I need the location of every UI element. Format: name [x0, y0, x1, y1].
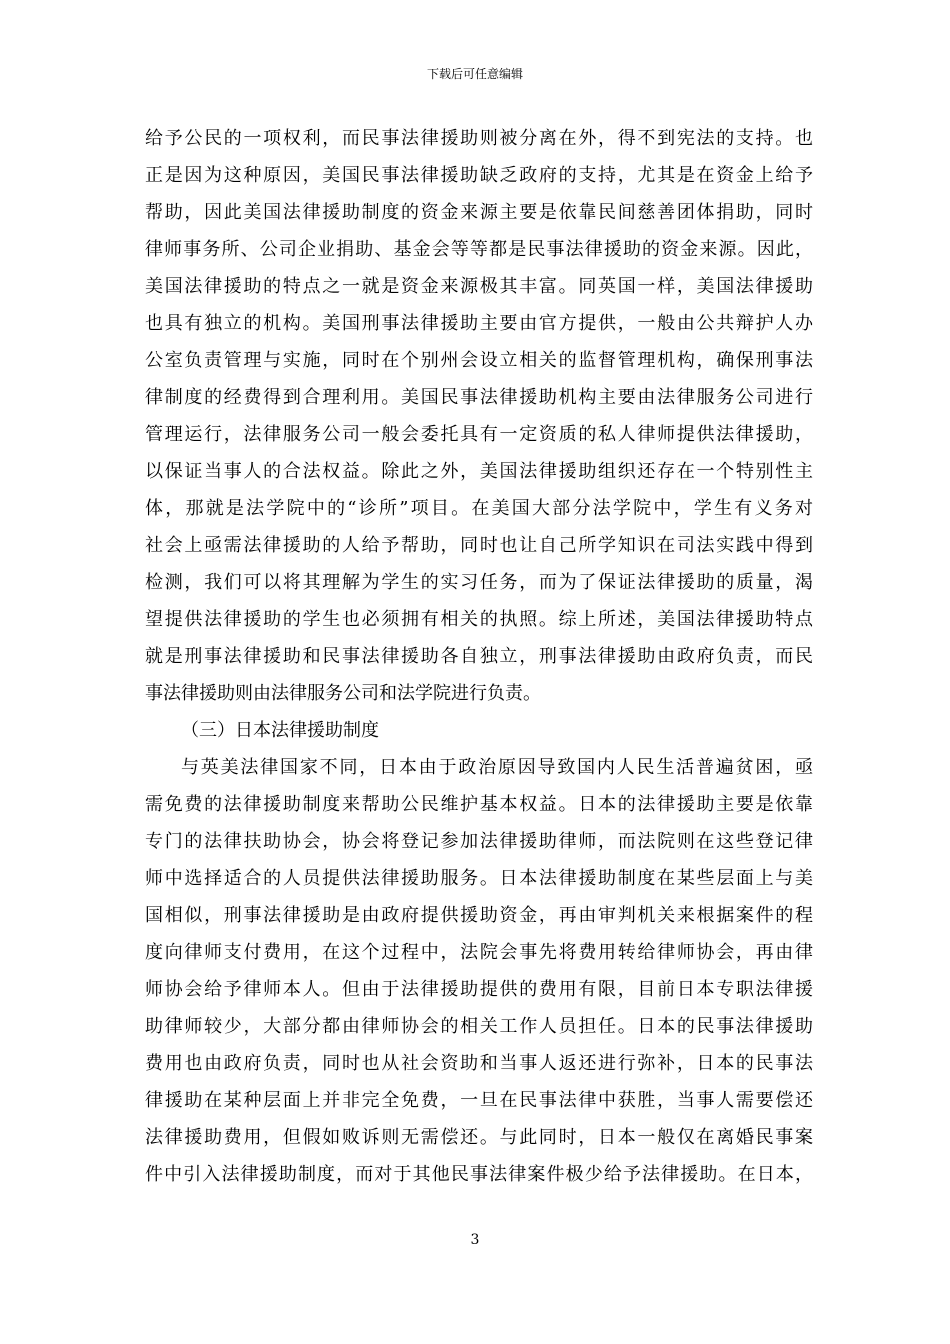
text-line: 律制度的经费得到合理利用。美国民事法律援助机构主要由法律服务公司进行: [145, 387, 813, 408]
text-line: 师协会给予律师本人。但由于法律援助提供的费用有限，目前日本专职法律援: [145, 979, 813, 1000]
text-line: 就是刑事法律援助和民事法律援助各自独立，刑事法律援助由政府负责，而民: [145, 646, 813, 667]
text-line: 助律师较少，大部分都由律师协会的相关工作人员担任。日本的民事法律援助: [145, 1016, 813, 1037]
text-line: 法律援助费用，但假如败诉则无需偿还。与此同时，日本一般仅在离婚民事案: [145, 1127, 813, 1148]
text-line: 件中引入法律援助制度，而对于其他民事法律案件极少给予法律援助。在日本，: [145, 1164, 813, 1185]
text-line: 正是因为这种原因，美国民事法律援助缺乏政府的支持，尤其是在资金上给予: [145, 165, 813, 186]
text-line: 美国法律援助的特点之一就是资金来源极其丰富。同英国一样，美国法律援助: [145, 276, 813, 297]
text-line: 检测，我们可以将其理解为学生的实习任务，而为了保证法律援助的质量，渴: [145, 572, 813, 593]
text-line: 也具有独立的机构。美国刑事法律援助主要由官方提供，一般由公共辩护人办: [145, 313, 813, 334]
text-line: 需免费的法律援助制度来帮助公民维护基本权益。日本的法律援助主要是依靠: [145, 794, 813, 815]
document-body: [145, 120, 813, 1193]
text-line: 管理运行，法律服务公司一般会委托具有一定资质的私人律师提供法律援助，: [145, 424, 813, 445]
text-line: 给予公民的一项权利，而民事法律援助则被分离在外，得不到宪法的支持。也: [145, 128, 813, 149]
text-line: 律援助在某种层面上并非完全免费，一旦在民事法律中获胜，当事人需要偿还: [145, 1090, 813, 1111]
text-line: 以保证当事人的合法权益。除此之外，美国法律援助组织还存在一个特别性主: [145, 461, 813, 482]
text-line: 体，那就是法学院中的“诊所”项目。在美国大部分法学院中，学生有义务对: [145, 498, 813, 519]
text-line: 望提供法律援助的学生也必须拥有相关的执照。综上所述，美国法律援助特点: [145, 609, 813, 630]
text-line: 师中选择适合的人员提供法律援助服务。日本法律援助制度在某些层面上与美: [145, 868, 813, 889]
page-number: 3: [470, 1232, 480, 1248]
text-line: 社会上亟需法律援助的人给予帮助，同时也让自己所学知识在司法实践中得到: [145, 535, 813, 556]
text-line: 费用也由政府负责，同时也从社会资助和当事人返还进行弥补，日本的民事法: [145, 1053, 813, 1074]
text-line: 度向律师支付费用，在这个过程中，法院会事先将费用转给律师协会，再由律: [145, 942, 813, 963]
page-header: 下载后可任意编辑: [426, 67, 523, 81]
text-line: 律师事务所、公司企业捐助、基金会等等都是民事法律援助的资金来源。因此，: [145, 239, 813, 260]
text-line: 帮助，因此美国法律援助制度的资金来源主要是依靠民间慈善团体捐助，同时: [145, 202, 813, 223]
section-heading: （三）日本法律援助制度: [181, 720, 379, 741]
text-line: 公室负责管理与实施，同时在个别州会设立相关的监督管理机构，确保刑事法: [145, 350, 813, 371]
text-line: 国相似，刑事法律援助是由政府提供援助资金，再由审判机关来根据案件的程: [145, 905, 813, 926]
text-line: 事法律援助则由法律服务公司和法学院进行负责。: [145, 683, 541, 704]
text-line: 专门的法律扶助协会，协会将登记参加法律援助律师，而法院则在这些登记律: [145, 831, 813, 852]
text-line: 与英美法律国家不同，日本由于政治原因导致国内人民生活普遍贫困，亟: [181, 757, 813, 778]
